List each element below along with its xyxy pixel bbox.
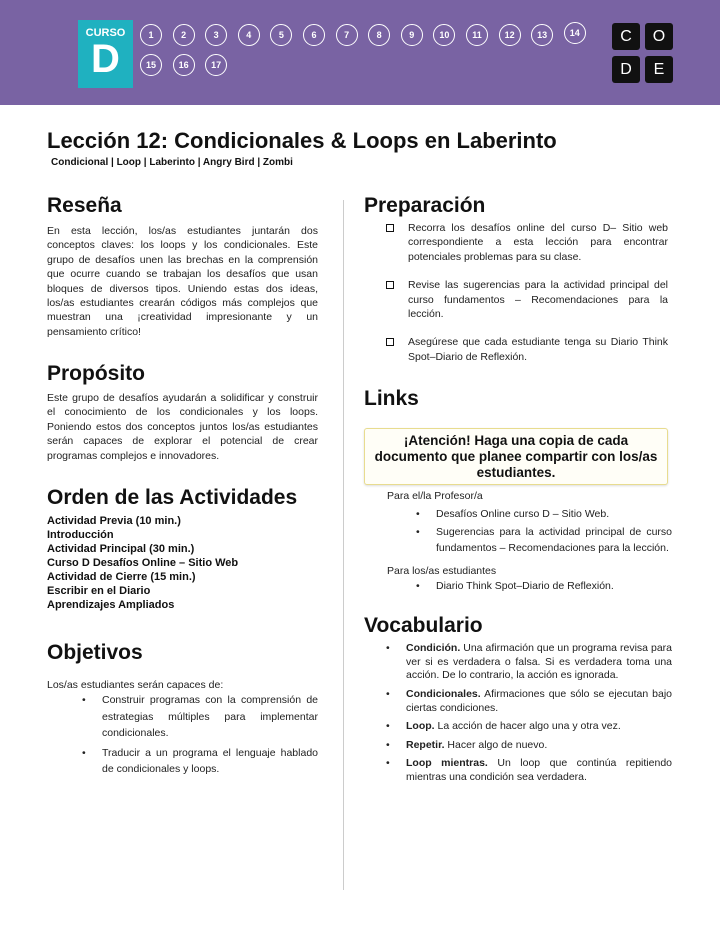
- lesson-2-link[interactable]: 2: [173, 24, 195, 46]
- lesson-14-link[interactable]: 14: [564, 22, 586, 44]
- link-item[interactable]: • Diario Think Spot–Diario de Reflexión.: [412, 579, 672, 593]
- prep-item: Recorra los desafíos online del curso D– Sitio web correspondiente a esta lección para encontrar potenciales problemas para su clase.: [386, 221, 668, 264]
- lesson-17-link[interactable]: 17: [205, 54, 227, 76]
- vocab-item: • Loop. La acción de hacer algo una y otra vez.: [382, 720, 672, 734]
- activity-item: Escribir en el Diario: [47, 585, 151, 597]
- activities-list: [47, 514, 238, 612]
- course-header: [0, 0, 720, 105]
- preparacion-heading: Preparación: [364, 194, 486, 217]
- objetivos-heading: Objetivos: [47, 641, 143, 664]
- links-heading: Links: [364, 387, 419, 410]
- lesson-13-link[interactable]: 13: [531, 24, 553, 46]
- prep-item: Revise las sugerencias para la actividad principal del curso fundamentos – Recomendaciones para la lección.: [386, 278, 668, 321]
- course-letter: D: [91, 37, 120, 81]
- page-title: Lección 12: Condicionales & Loops en Laberinto: [47, 128, 557, 153]
- activity-item: Actividad Previa (10 min.): [47, 515, 181, 527]
- activity-item: Aprendizajes Ampliados: [47, 599, 175, 611]
- objetivos-intro: Los/as estudiantes serán capaces de:: [47, 679, 224, 691]
- lesson-11-link[interactable]: 11: [466, 24, 488, 46]
- vocab-item: • Repetir. Hacer algo de nuevo.: [382, 739, 672, 753]
- checkbox-icon: [386, 338, 394, 346]
- logo-letter: C: [612, 23, 640, 50]
- lesson-10-link[interactable]: 10: [433, 24, 455, 46]
- lesson-tags: Condicional | Loop | Laberinto | Angry Bird | Zombi: [51, 157, 293, 168]
- lesson-1-link[interactable]: 1: [140, 24, 162, 46]
- lesson-15-link[interactable]: 15: [140, 54, 162, 76]
- lesson-9-link[interactable]: 9: [401, 24, 423, 46]
- lesson-6-link[interactable]: 6: [303, 24, 325, 46]
- prep-item: Asegúrese que cada estudiante tenga su Diario Think Spot–Diario de Reflexión.: [386, 335, 668, 364]
- course-label: CURSO: [85, 27, 126, 39]
- activity-item: Introducción: [47, 529, 114, 541]
- lesson-3-link[interactable]: 3: [205, 24, 227, 46]
- lesson-16-link[interactable]: 16: [173, 54, 195, 76]
- proposito-heading: Propósito: [47, 362, 145, 385]
- checkbox-icon: [386, 281, 394, 289]
- attention-note: ¡Atención! Haga una copia de cada documento que planee compartir con los/as estudiantes.: [364, 428, 668, 485]
- proposito-text: Este grupo de desafíos ayudarán a solidificar y construir el conocimiento de los condicionales y los loops. Poniendo estos dos conceptos juntos los/as estudiantes serán capaces de explorar el potencial de crear programas complejos e innovadores.: [47, 392, 318, 462]
- logo-letter: O: [645, 23, 673, 50]
- activity-item: Actividad de Cierre (15 min.): [47, 571, 196, 583]
- activity-item: Curso D Desafíos Online – Sitio Web: [47, 557, 239, 569]
- checkbox-icon: [386, 224, 394, 232]
- code-logo: [612, 23, 674, 83]
- course-badge: [78, 20, 133, 88]
- teacher-label: Para el/la Profesor/a: [387, 490, 483, 502]
- vocab-item: • Condición. Una afirmación que un programa revisa para ver si es verdadera o falsa. Si es verdadera toma una acción. De lo contrario, la acción es ignorada.: [382, 642, 672, 683]
- resena-text: En esta lección, los/as estudiantes juntarán dos conceptos claves: los loops y los condicionales. Este grupo de desafíos unen las brechas en la comprensión que ocurre cuando se trabajan los desafíos que usan bloques de diversos tipos. Uniendo estas dos ideas, los/as estudiantes crearán códigos más complejos que muestran una ¡creatividad impresionante y un pensamiento crítico!: [47, 225, 318, 338]
- vocab-item: • Condicionales. Afirmaciones que sólo se ejecutan bajo ciertas condiciones.: [382, 688, 672, 715]
- link-item[interactable]: • Sugerencias para la actividad principal de curso fundamentos – Recomendaciones para la lección.: [412, 524, 672, 556]
- lesson-4-link[interactable]: 4: [238, 24, 260, 46]
- orden-heading: Orden de las Actividades: [47, 486, 298, 509]
- logo-letter: D: [612, 56, 640, 83]
- link-item[interactable]: • Desafíos Online curso D – Sitio Web.: [412, 506, 672, 522]
- activity-item: Actividad Principal (30 min.): [47, 543, 195, 555]
- vocab-item: • Loop mientras. Un loop que continúa repitiendo mientras una condición sea verdadera.: [382, 757, 672, 784]
- resena-heading: Reseña: [47, 194, 122, 217]
- right-column-flow: [364, 386, 672, 785]
- objective-item: • Construir programas con la comprensión de estrategias múltiples para implementar condicionales.: [78, 692, 318, 742]
- lesson-8-link[interactable]: 8: [368, 24, 390, 46]
- column-divider: [343, 200, 344, 890]
- lesson-5-link[interactable]: 5: [270, 24, 292, 46]
- vocabulario-heading: Vocabulario: [364, 614, 483, 638]
- student-label: Para los/as estudiantes: [387, 565, 497, 578]
- lesson-12-link[interactable]: 12: [499, 24, 521, 46]
- logo-letter: E: [645, 56, 673, 83]
- objective-item: • Traducir a un programa el lenguaje hablado de condicionales y loops.: [78, 745, 318, 778]
- lesson-7-link[interactable]: 7: [336, 24, 358, 46]
